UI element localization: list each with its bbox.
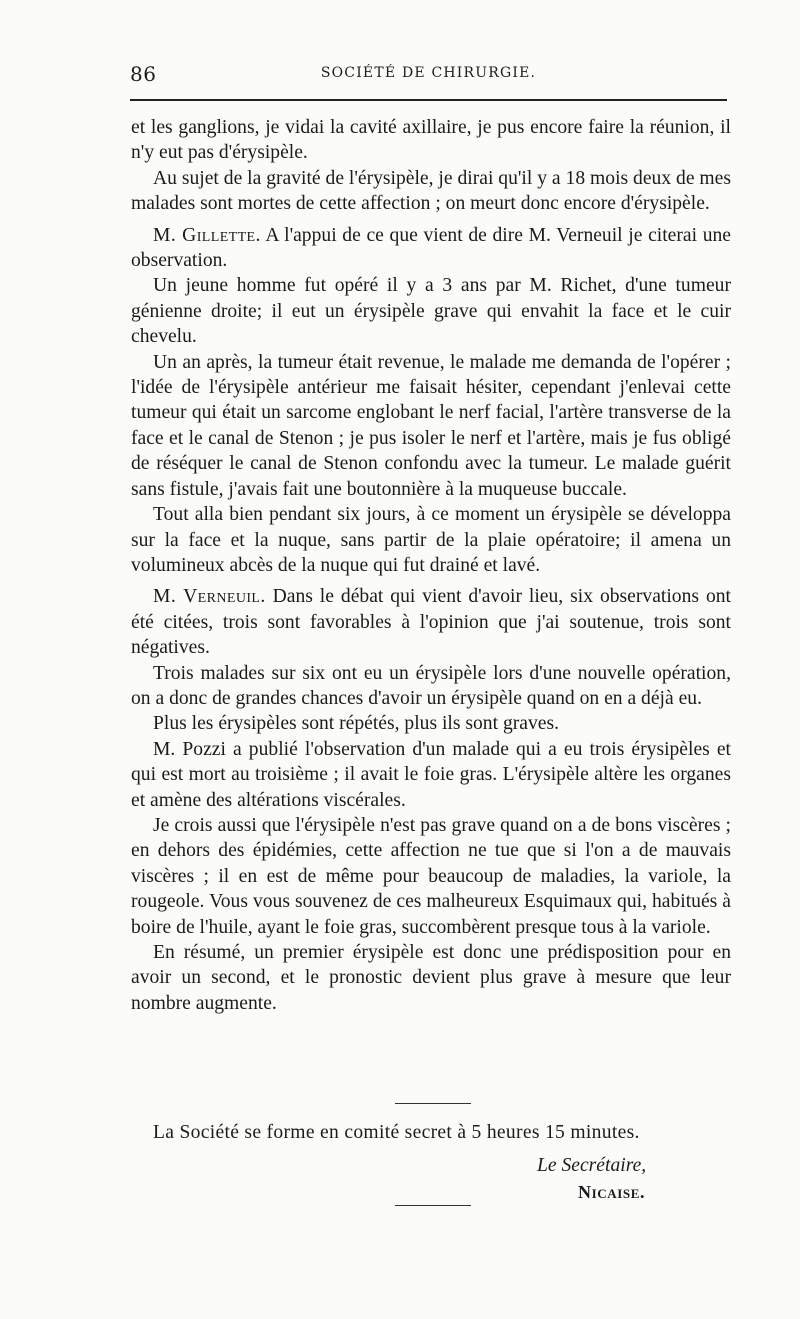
closing-statement: La Société se forme en comité secret à 5 heures 15 minutes. [153,1122,640,1143]
paragraph [131,166,731,217]
page-header [130,62,727,88]
paragraph [131,350,731,502]
paragraph-text: et les ganglions, je vidai la cavité axillaire, je pus encore faire la réunion, il n'y eut pas d'érysipèle. [131,117,731,164]
paragraph-text: Dans le débat qui vient d'avoir lieu, six observations ont été citées, trois sont favorables à l'opinion que j'ai soutenue, trois sont négatives. [131,586,731,659]
paragraph [131,223,731,274]
paragraph-text: Plus les érysipèles sont répétés, plus ils sont graves. [153,713,559,735]
page-number: 86 [130,62,157,86]
running-head: SOCIÉTÉ DE CHIRURGIE. [320,65,537,81]
paragraph [131,737,731,813]
paragraph-text: Au sujet de la gravité de l'érysipèle, je dirai qu'il y a 18 mois deux de mes malades sont mortes de cette affection ; on meurt donc encore d'érysipèle. [131,167,731,215]
paragraph [131,661,731,712]
signature-name: Nicaise. [578,1182,646,1202]
speaker-name: M. Verneuil. [153,586,266,608]
end-rule [395,1205,471,1206]
paragraph-text: Trois malades sur six ont eu un érysipèle lors d'une nouvelle opération, on a donc de grandes chances d'avoir un érysipèle quand on en a déjà eu. [131,662,731,709]
paragraph-text: M. Pozzi a publié l'observation d'un malade qui a eu trois érysipèles et qui est mort au troisième ; il avait le foie gras. L'érysipèle altère les organes et amène des altérations viscérales. [131,738,731,811]
paragraph-text: Un jeune homme fut opéré il y a 3 ans par M. Richet, d'une tumeur génienne droite; il eut un érysipèle grave qui envahit la face et le cuir chevelu. [131,275,731,348]
body-text [131,115,731,1016]
paragraph [131,940,731,1016]
paragraph [131,711,731,736]
paragraph-text: A l'appui de ce que vient de dire M. Verneuil je citerai une observation. [131,224,731,272]
paragraph [131,273,731,349]
paragraph-text: En résumé, un premier érysipèle est donc une prédisposition pour en avoir un second, et le pronostic devient plus grave à mesure que leur nombre augmente. [131,942,731,1014]
separator-rule [395,1103,471,1104]
header-rule [130,99,727,101]
paragraph-text: Tout alla bien pendant six jours, à ce moment un érysipèle se développa sur la face et la nuque, sans partir de la plaie opératoire; il amena un volumineux abcès de la nuque qui fut drainé et lavé. [131,504,731,576]
paragraph [131,502,731,578]
paragraph [131,813,731,940]
signature-title: Le Secrétaire, [537,1155,647,1176]
paragraph [131,115,731,166]
paragraph [131,584,731,660]
speaker-name: M. Gillette. [153,224,261,246]
paragraph-text: Un an après, la tumeur était revenue, le malade me demanda de l'opérer ; l'idée de l'érysipèle antérieur me faisait hésiter, cependant j'enlevai cette tumeur qui était un sarcome englobant le nerf facial, l'artère transverse de la face et le canal de Stenon ; je pus isoler le nerf et l'artère, mais je fus obligé de réséquer le canal de Stenon confondu avec la tumeur. Le malade guérit sans fistule, j'avais fait une boutonnière à la muqueuse buccale. [131,351,731,500]
paragraph-text: Je crois aussi que l'érysipèle n'est pas grave quand on a de bons viscères ; en dehors des épidémies, cette affection ne tue que si l'on a de mauvais viscères ; il en est de même pour beaucoup de maladies, la variole, la rougeole. Vous vous souvenez de ces malheureux Esquimaux qui, habitués à boire de l'huile, ayant le foie gras, succombèrent presque tous à la variole. [131,814,731,938]
